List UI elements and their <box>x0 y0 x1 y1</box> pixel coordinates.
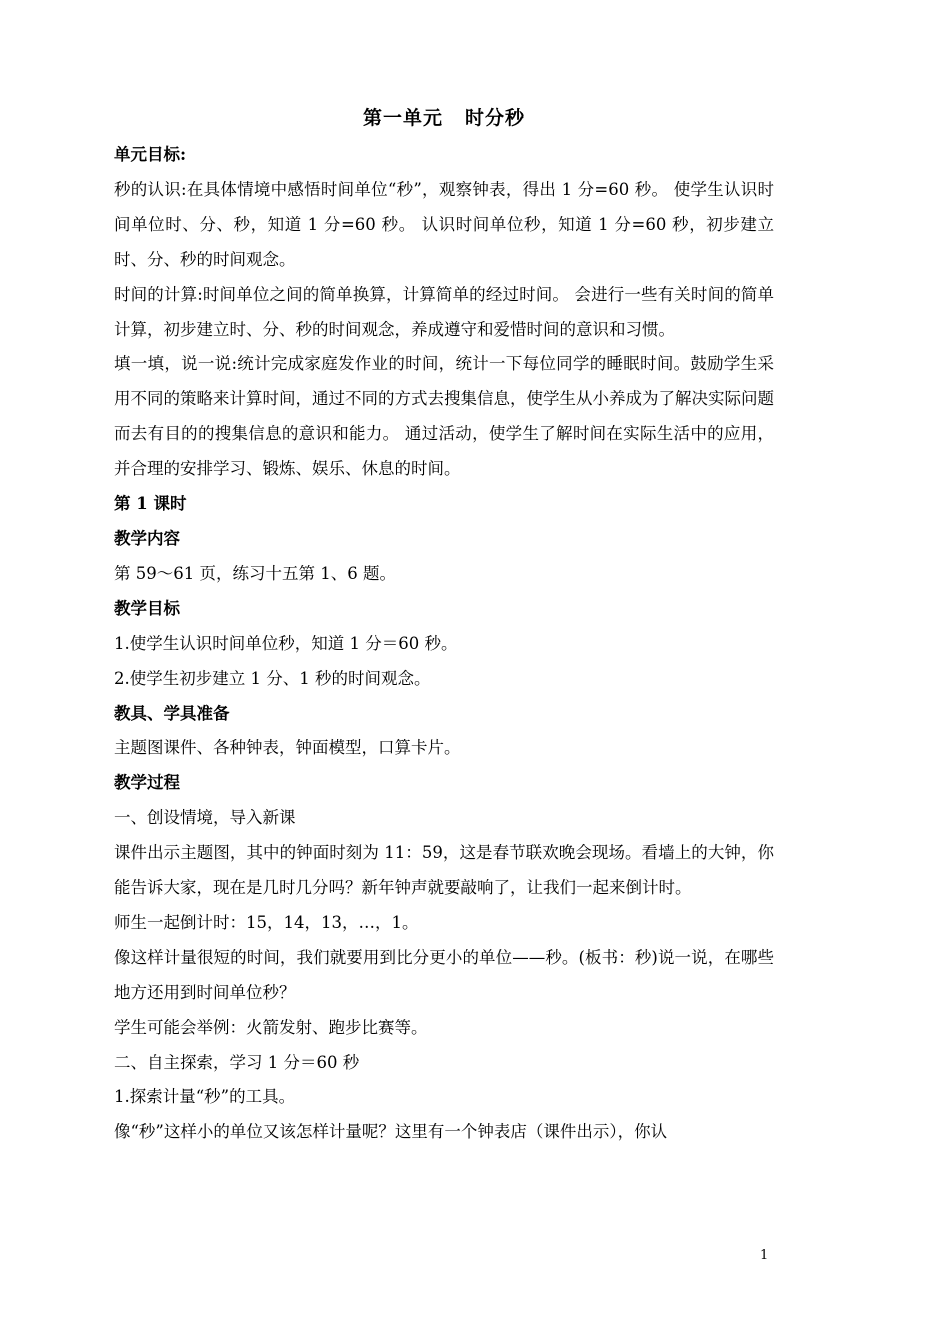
process-paragraph: 像这样计量很短的时间，我们就要用到比分更小的单位——秒。(板书：秒)说一说，在哪些地方还用到时间单位秒？ <box>114 947 774 1002</box>
process-paragraph: 像“秒”这样小的单位又该怎样计量呢？这里有一个钟表店（课件出示），你认 <box>114 1122 668 1142</box>
goal-paragraph-activity: 填一填，说一说:统计完成家庭发作业的时间，统计一下每位同学的睡眠时间。鼓励学生采用不同的策略来计算时间，通过不同的方式去搜集信息，使学生从小养成为了解决实际问题而去有目的的搜集信息的意识和能力。 通过活动，使学生了解时间在实际生活中的应用，并合理的安排学习、锻炼、娱乐、休息的时间。 <box>114 354 774 479</box>
unit-goals-heading: 单元目标: <box>114 145 187 164</box>
goal-paragraph-calculation: 时间的计算:时间单位之间的简单换算，计算简单的经过时间。 会进行一些有关时间的简单计算，初步建立时、分、秒的时间观念，养成遵守和爱惜时间的意识和习惯。 <box>114 284 774 339</box>
objective-item: 1.使学生认识时间单位秒，知道 1 分＝60 秒。 <box>114 633 458 653</box>
objective-item: 2.使学生初步建立 1 分、1 秒的时间观念。 <box>114 668 431 688</box>
content-text: 第 59～61 页，练习十五第 1、6 题。 <box>114 563 396 583</box>
page-number: 1 <box>760 1248 769 1263</box>
process-countdown: 师生一起倒计时：15，14，13，…，1。 <box>114 912 419 932</box>
process-subheading: 1.探索计量“秒”的工具。 <box>114 1087 296 1107</box>
process-paragraph: 课件出示主题图，其中的钟面时刻为 11：59，这是春节联欢晚会现场。看墙上的大钟，你能告诉大家，现在是几时几分吗？新年钟声就要敲响了，让我们一起来倒计时。 <box>114 843 774 898</box>
title-unit: 第一单元 <box>362 107 443 129</box>
goal-paragraph-seconds: 秒的认识:在具体情境中感悟时间单位“秒”，观察钟表，得出 1 分=60 秒。 使学生认识时间单位时、分、秒，知道 1 分=60 秒。 认识时间单位秒，知道 1 分=60 秒，初步建立时、分、秒的时间观念。 <box>114 179 774 269</box>
process-heading: 教学过程 <box>114 773 180 793</box>
title-topic: 时分秒 <box>465 107 526 129</box>
tools-heading: 教具、学具准备 <box>114 703 230 723</box>
document-title <box>114 98 774 138</box>
document-page <box>114 98 774 1150</box>
objectives-heading: 教学目标 <box>114 598 180 618</box>
process-section-heading: 一、创设情境，导入新课 <box>114 808 296 828</box>
process-section-heading: 二、自主探索，学习 1 分＝60 秒 <box>114 1052 360 1072</box>
process-paragraph: 学生可能会举例：火箭发射、跑步比赛等。 <box>114 1017 428 1037</box>
tools-text: 主题图课件、各种钟表，钟面模型，口算卡片。 <box>114 738 461 758</box>
lesson-heading: 第 1 课时 <box>114 494 187 514</box>
content-heading: 教学内容 <box>114 528 180 548</box>
